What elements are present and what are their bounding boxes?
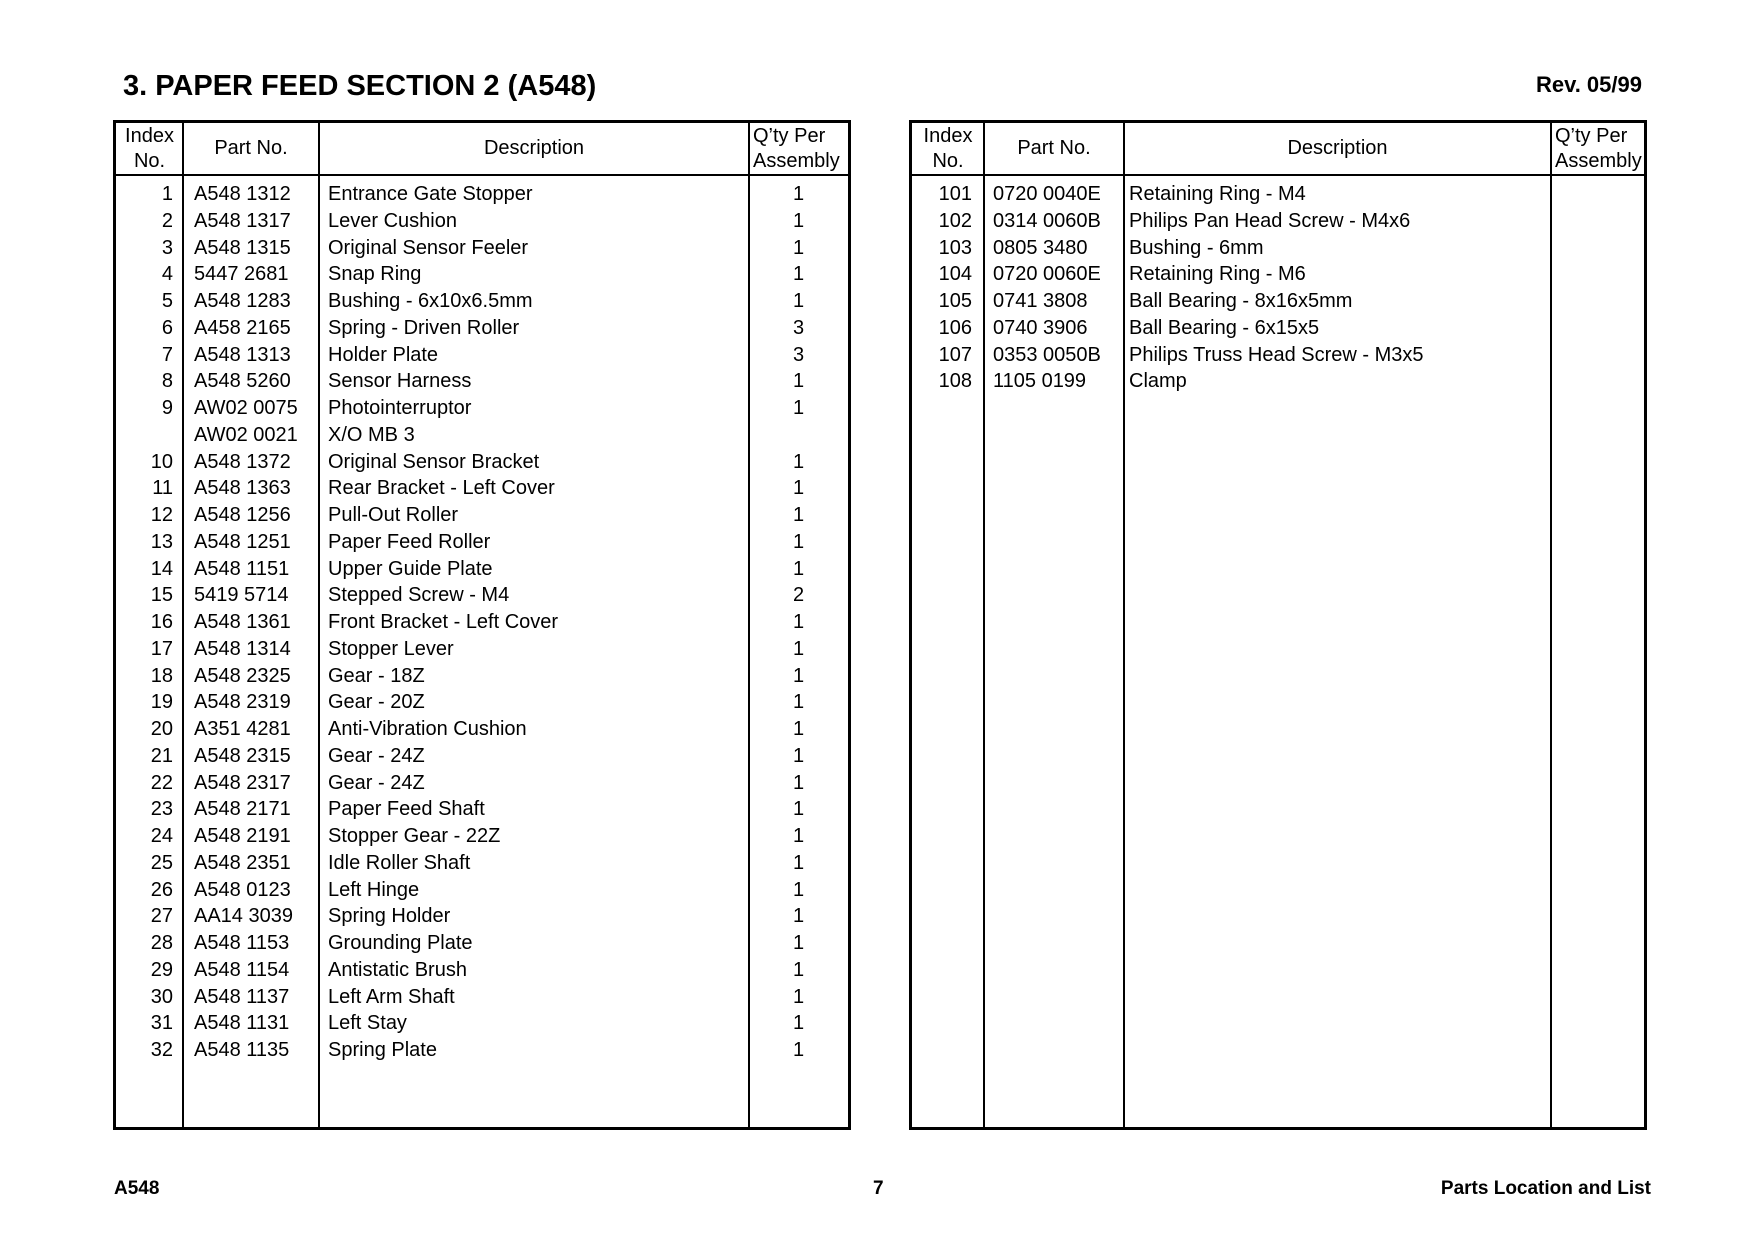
cell-qty: 1 [793, 825, 805, 847]
table-row [116, 315, 848, 342]
cell-index: 11 [152, 477, 173, 500]
cell-qty: 1 [793, 691, 805, 714]
cell-description: Sensor Harness [328, 370, 472, 393]
cell-part-no: A548 2351 [194, 851, 291, 874]
cell-index: 31 [150, 1012, 173, 1035]
table-row [912, 315, 1644, 342]
cell-description: Left Stay [328, 1012, 407, 1035]
table-row [116, 422, 848, 449]
parts-table-left [113, 120, 851, 1130]
cell-index: 3 [161, 236, 173, 259]
cell-part-no: A548 2319 [194, 691, 291, 714]
table-body [912, 181, 1644, 395]
cell-part-no: A548 2317 [194, 771, 291, 794]
cell-part-no: 0314 0060B [993, 209, 1101, 232]
cell-qty: 1 [793, 504, 805, 526]
cell-qty: 1 [793, 1039, 805, 1061]
cell-part-no: 0740 3906 [993, 316, 1088, 339]
cell-qty: 1 [793, 263, 805, 286]
cell-part-no: 0720 0060E [993, 263, 1101, 286]
cell-index: 23 [150, 798, 173, 821]
cell-index: 6 [161, 316, 173, 339]
cell-part-no: A548 1137 [194, 985, 290, 1008]
cell-description: Gear - 24Z [328, 771, 425, 794]
cell-qty: 1 [793, 370, 805, 393]
cell-qty: 1 [793, 932, 805, 954]
cell-part-no: A351 4281 [194, 718, 291, 740]
cell-index: 16 [150, 611, 173, 633]
table-row [116, 556, 848, 583]
table-row [116, 1037, 848, 1064]
cell-qty: 1 [793, 985, 805, 1008]
table-row [116, 716, 848, 743]
cell-qty: 1 [793, 1012, 805, 1035]
cell-index: 26 [150, 878, 173, 901]
cell-index: 25 [150, 851, 173, 874]
footer-model: A548 [114, 1178, 160, 1199]
cell-description: Retaining Ring - M4 [1129, 183, 1306, 205]
cell-index: 106 [938, 316, 972, 339]
cell-part-no: 0805 3480 [993, 236, 1088, 259]
cell-description: Spring Holder [328, 905, 451, 928]
cell-part-no: 5419 5714 [194, 584, 289, 607]
cell-description: Snap Ring [328, 263, 422, 286]
table-row [912, 261, 1644, 288]
cell-description: Rear Bracket - Left Cover [328, 477, 555, 500]
table-row [912, 181, 1644, 208]
cell-index: 9 [161, 397, 173, 419]
cell-qty: 1 [793, 611, 805, 633]
table-row [912, 288, 1644, 315]
cell-index: 1 [161, 183, 173, 205]
cell-description: Stopper Gear - 22Z [328, 825, 501, 847]
cell-part-no: A548 2191 [194, 825, 291, 847]
cell-description: Spring - Driven Roller [328, 316, 520, 339]
cell-qty: 1 [793, 557, 805, 580]
cell-part-no: A548 1131 [194, 1012, 290, 1035]
col-header-part-no: Part No. [1017, 137, 1091, 159]
cell-index: 32 [150, 1039, 173, 1061]
cell-part-no: A548 0123 [194, 878, 291, 901]
table-row [116, 930, 848, 957]
cell-part-no: AW02 0021 [194, 423, 298, 446]
col-header-index: Index No. [923, 124, 973, 172]
cell-index: 24 [150, 825, 173, 847]
cell-description: Stepped Screw - M4 [328, 584, 510, 607]
header-divider [912, 174, 1644, 176]
cell-part-no: A548 1135 [194, 1039, 290, 1061]
table-row [116, 368, 848, 395]
cell-part-no: 0353 0050B [993, 343, 1101, 366]
cell-index: 8 [161, 370, 173, 393]
cell-description: Philips Pan Head Screw - M4x6 [1129, 209, 1411, 232]
cell-qty: 1 [793, 530, 805, 553]
table-row [116, 475, 848, 502]
cell-index: 2 [161, 209, 173, 232]
cell-qty: 1 [793, 664, 805, 687]
cell-part-no: A548 1372 [194, 450, 291, 473]
cell-part-no: AA14 3039 [194, 905, 293, 928]
cell-part-no: A548 1153 [194, 932, 290, 954]
cell-description: Gear - 20Z [328, 691, 425, 714]
table-row [116, 743, 848, 770]
table-row [116, 582, 848, 609]
cell-index: 29 [150, 958, 173, 981]
cell-part-no: A548 2315 [194, 744, 291, 767]
table-row [116, 529, 848, 556]
cell-qty: 1 [793, 905, 805, 928]
cell-description: Entrance Gate Stopper [328, 183, 533, 205]
table-row [116, 903, 848, 930]
cell-index: 27 [150, 905, 173, 928]
cell-index: 28 [150, 932, 173, 954]
cell-qty: 1 [793, 450, 805, 473]
cell-description: Antistatic Brush [328, 958, 467, 981]
cell-index: 104 [938, 263, 972, 286]
cell-part-no: A548 1315 [194, 236, 291, 259]
table-row [116, 502, 848, 529]
cell-qty: 1 [793, 397, 805, 419]
cell-index: 7 [161, 343, 173, 366]
cell-description: Spring Plate [328, 1039, 437, 1061]
cell-index: 21 [150, 744, 173, 767]
cell-qty: 1 [793, 878, 805, 901]
table-row [116, 208, 848, 235]
cell-index: 5 [161, 290, 173, 312]
table-row [912, 342, 1644, 369]
cell-description: Philips Truss Head Screw - M3x5 [1129, 343, 1424, 366]
cell-description: Idle Roller Shaft [328, 851, 471, 874]
cell-part-no: A548 5260 [194, 370, 291, 393]
cell-description: Pull-Out Roller [328, 504, 459, 526]
cell-description: Holder Plate [328, 343, 439, 366]
cell-part-no: A548 2171 [194, 798, 291, 821]
cell-index: 107 [938, 343, 972, 366]
table-row [116, 663, 848, 690]
cell-index: 108 [938, 370, 972, 393]
table-row [116, 689, 848, 716]
page-title: 3. PAPER FEED SECTION 2 (A548) [123, 70, 597, 102]
table-row [116, 342, 848, 369]
cell-description: Grounding Plate [328, 932, 473, 954]
cell-part-no: A548 1363 [194, 477, 291, 500]
cell-qty: 1 [793, 851, 805, 874]
table-row [116, 770, 848, 797]
cell-description: Paper Feed Shaft [328, 798, 485, 821]
col-header-qty: Q’ty Per Assembly [1555, 124, 1642, 172]
table-row [116, 796, 848, 823]
parts-table-right [909, 120, 1647, 1130]
cell-qty: 2 [793, 584, 805, 607]
table-row [116, 1010, 848, 1037]
col-header-index: Index No. [125, 124, 174, 172]
table-row [116, 235, 848, 262]
cell-part-no: A548 1154 [194, 958, 290, 981]
table-row [912, 208, 1644, 235]
cell-qty: 1 [793, 771, 805, 794]
cell-index: 101 [938, 183, 972, 205]
cell-part-no: AW02 0075 [194, 397, 298, 419]
table-row [116, 261, 848, 288]
cell-description: Lever Cushion [328, 209, 457, 232]
cell-index: 20 [150, 718, 173, 740]
cell-description: Paper Feed Roller [328, 530, 491, 553]
cell-description: Ball Bearing - 8x16x5mm [1129, 290, 1353, 312]
cell-part-no: A548 1361 [194, 611, 291, 633]
col-header-description: Description [1287, 137, 1388, 159]
cell-index: 17 [150, 637, 173, 660]
table-row [116, 395, 848, 422]
cell-description: Photointerruptor [328, 397, 472, 419]
footer-section: Parts Location and List [1440, 1178, 1651, 1199]
header-divider [116, 174, 848, 176]
table-row [116, 957, 848, 984]
table-row [116, 877, 848, 904]
cell-index: 103 [938, 236, 972, 259]
cell-index: 13 [150, 530, 173, 553]
cell-description: Left Arm Shaft [328, 985, 455, 1008]
table-row [912, 368, 1644, 395]
cell-description: Clamp [1129, 370, 1187, 393]
cell-part-no: A458 2165 [194, 316, 291, 339]
cell-part-no: 1105 0199 [993, 370, 1087, 393]
cell-index: 19 [150, 691, 173, 714]
cell-description: Stopper Lever [328, 637, 454, 660]
cell-part-no: A548 1256 [194, 504, 291, 526]
table-row [116, 609, 848, 636]
cell-part-no: A548 1251 [194, 530, 291, 553]
cell-qty: 1 [793, 236, 805, 259]
cell-part-no: A548 2325 [194, 664, 291, 687]
cell-qty: 1 [793, 718, 805, 740]
cell-part-no: 0720 0040E [993, 183, 1101, 205]
cell-part-no: A548 1314 [194, 637, 291, 660]
table-row [116, 850, 848, 877]
cell-qty: 1 [793, 477, 805, 500]
cell-description: Upper Guide Plate [328, 557, 493, 580]
cell-description: Original Sensor Bracket [328, 450, 540, 473]
cell-qty: 1 [793, 637, 805, 660]
table-row [116, 181, 848, 208]
cell-description: Gear - 24Z [328, 744, 425, 767]
cell-index: 102 [938, 209, 972, 232]
cell-index: 15 [150, 584, 173, 607]
cell-part-no: A548 1312 [194, 183, 291, 205]
cell-part-no: 5447 2681 [194, 263, 289, 286]
cell-part-no: A548 1151 [194, 557, 290, 580]
cell-index: 4 [161, 263, 173, 286]
table-body [116, 181, 848, 1064]
cell-qty: 3 [793, 343, 805, 366]
cell-qty: 3 [793, 316, 805, 339]
cell-description: Original Sensor Feeler [328, 236, 529, 259]
col-header-description: Description [483, 137, 585, 159]
cell-description: X/O MB 3 [328, 423, 415, 446]
col-header-part-no: Part No. [214, 137, 288, 159]
cell-index: 105 [938, 290, 972, 312]
cell-index: 18 [150, 664, 173, 687]
cell-part-no: A548 1317 [194, 209, 291, 232]
col-header-qty: Q’ty Per Assembly [753, 124, 840, 172]
cell-description: Ball Bearing - 6x15x5 [1129, 316, 1320, 339]
cell-index: 14 [150, 557, 173, 580]
cell-description: Bushing - 6mm [1129, 236, 1264, 259]
table-row [116, 288, 848, 315]
cell-qty: 1 [793, 798, 805, 821]
footer-page-number: 7 [873, 1178, 884, 1199]
cell-qty: 1 [793, 183, 805, 205]
cell-qty: 1 [793, 744, 805, 767]
cell-index: 12 [150, 504, 173, 526]
cell-index: 10 [150, 450, 173, 473]
cell-part-no: A548 1283 [194, 290, 291, 312]
cell-qty: 1 [793, 290, 805, 312]
cell-description: Bushing - 6x10x6.5mm [328, 290, 533, 312]
cell-index: 30 [150, 985, 173, 1008]
cell-description: Left Hinge [328, 878, 420, 901]
table-row [116, 823, 848, 850]
cell-part-no: 0741 3808 [993, 290, 1088, 312]
cell-qty: 1 [793, 209, 805, 232]
table-row [116, 449, 848, 476]
cell-description: Retaining Ring - M6 [1129, 263, 1306, 286]
table-row [912, 235, 1644, 262]
table-row [116, 984, 848, 1011]
cell-qty: 1 [793, 958, 805, 981]
cell-description: Anti-Vibration Cushion [328, 718, 527, 740]
cell-part-no: A548 1313 [194, 343, 291, 366]
cell-description: Gear - 18Z [328, 664, 425, 687]
cell-index: 22 [150, 771, 173, 794]
cell-description: Front Bracket - Left Cover [328, 611, 559, 633]
table-row [116, 636, 848, 663]
revision-label: Rev. 05/99 [1535, 72, 1642, 97]
